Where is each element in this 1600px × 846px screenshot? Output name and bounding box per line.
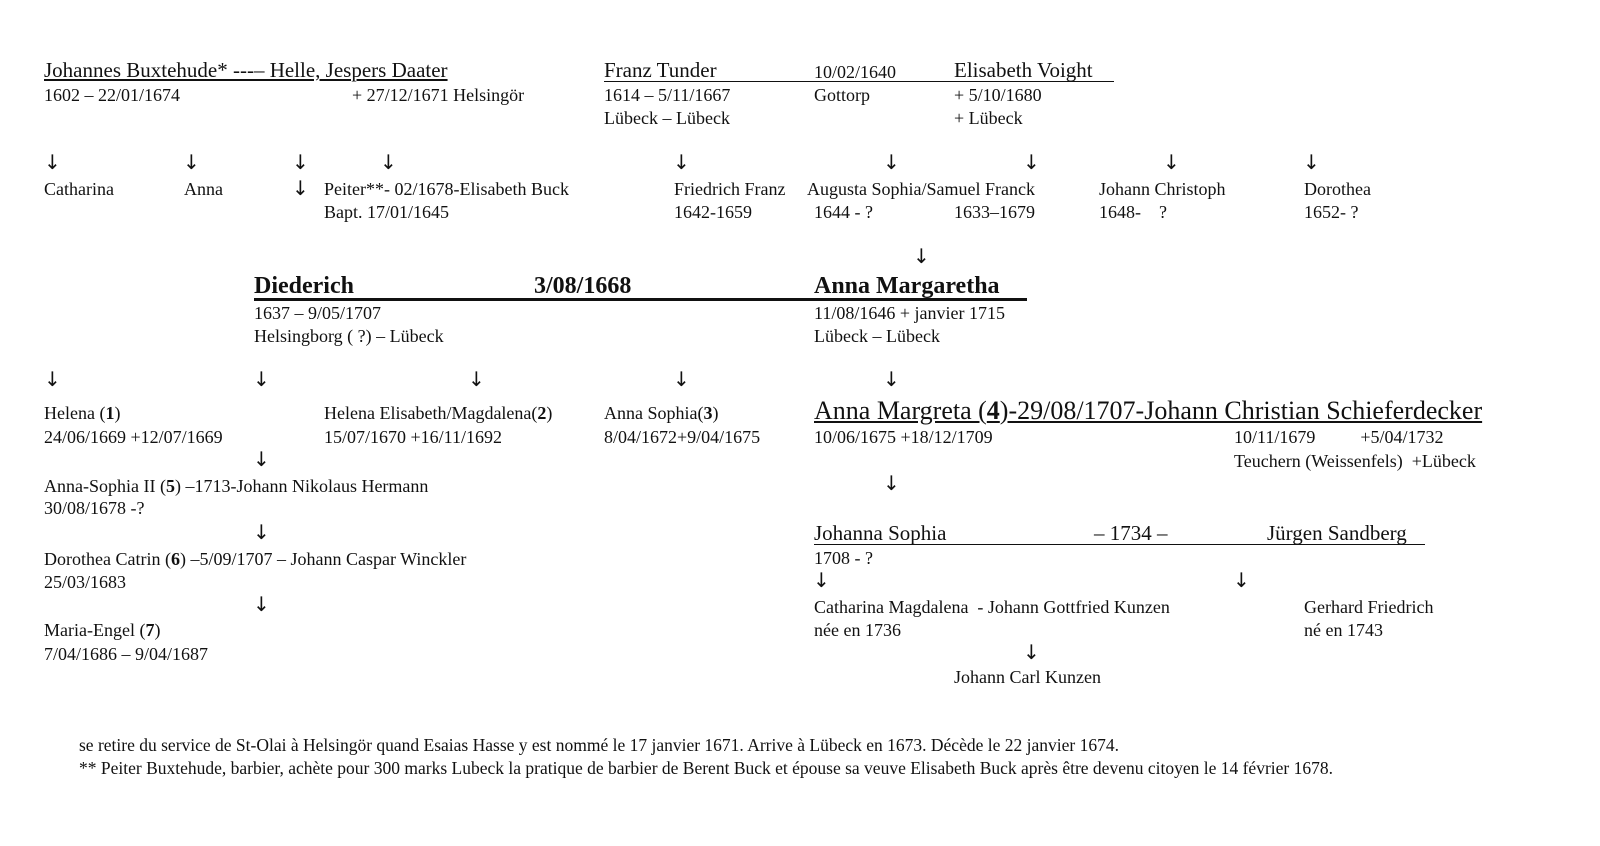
catharina-magdalena-born: née en 1736	[814, 620, 901, 640]
augusta-sophia-name: Augusta Sophia/Samuel Franck	[807, 179, 1035, 199]
franz-marriage-place: Gottorp	[814, 85, 870, 105]
anna-sophia-2-name: Anna-Sophia II (5) –1713-Johann Nikolaus Hermann	[44, 476, 429, 496]
maria-engel-dates: 7/04/1686 – 9/04/1687	[44, 644, 209, 664]
arrow-down-icon: ↓	[1023, 640, 1040, 664]
marriage-date: 3/08/1668	[534, 273, 632, 299]
helena-name: Helena (1)	[44, 403, 121, 423]
maria-engel-name: Maria-Engel (7)	[44, 620, 161, 640]
arrow-down-icon: ↓	[673, 367, 690, 391]
arrow-down-icon: ↓	[292, 176, 309, 200]
franz-marriage-date: 10/02/1640	[814, 62, 897, 82]
helle-death: + 27/12/1671 Helsingör	[352, 85, 525, 105]
diederich-dates: 1637 – 9/05/1707	[254, 303, 382, 323]
diederich-name: Diederich	[254, 273, 354, 299]
arrow-down-icon: ↓	[813, 568, 830, 592]
friedrich-franz-name: Friedrich Franz	[674, 179, 786, 199]
elisabeth-voight-place: + Lübeck	[954, 108, 1023, 128]
helena-dates: 24/06/1669 +12/07/1669	[44, 427, 223, 447]
arrow-down-icon: ↓	[292, 150, 309, 174]
anna-margaretha-places: Lübeck – Lübeck	[814, 326, 940, 346]
franz-tunder-places: Lübeck – Lübeck	[604, 108, 730, 128]
dorothea-dates: 1652- ?	[1304, 202, 1359, 222]
anna-margreta-dates: 10/06/1675 +18/12/1709	[814, 427, 993, 447]
arrow-down-icon: ↓	[183, 150, 200, 174]
schieferdecker-dates: 10/11/1679 +5/04/1732	[1234, 427, 1444, 447]
anna: Anna	[184, 179, 223, 199]
franz-tunder-name: Franz Tunder	[604, 58, 717, 82]
arrow-down-icon: ↓	[44, 150, 61, 174]
helena-elisabeth-dates: 15/07/1670 +16/11/1692	[324, 427, 502, 447]
anna-margaretha-name: Anna Margaretha	[814, 273, 1000, 299]
arrow-down-icon: ↓	[253, 592, 270, 616]
johanna-marriage-date: – 1734 –	[1094, 521, 1168, 545]
diederich-places: Helsingborg ( ?) – Lübeck	[254, 326, 444, 346]
arrow-down-icon: ↓	[380, 150, 397, 174]
arrow-down-icon: ↓	[883, 367, 900, 391]
schieferdecker-places: Teuchern (Weissenfels) +Lübeck	[1234, 451, 1476, 471]
gerhard-friedrich-name: Gerhard Friedrich	[1304, 597, 1434, 617]
arrow-down-icon: ↓	[253, 367, 270, 391]
anna-sophia-2-dates: 30/08/1678 -?	[44, 498, 145, 518]
arrow-down-icon: ↓	[253, 447, 270, 471]
peiter-name: Peiter**- 02/1678-Elisabeth Buck	[324, 179, 569, 199]
elisabeth-voight-death: + 5/10/1680	[954, 85, 1042, 105]
arrow-down-icon: ↓	[883, 471, 900, 495]
footnote-1: se retire du service de St-Olai à Helsingör quand Esaias Hasse y est nommé le 17 janvier 1671. Arrive à Lübeck en 1673. Décède le 22 janvier 1674.	[79, 735, 1119, 755]
johanna-marriage-line	[814, 544, 1425, 545]
catharina: Catharina	[44, 179, 114, 199]
johanna-sophia-dates: 1708 - ?	[814, 548, 873, 568]
johann-christoph-dates: 1648- ?	[1099, 202, 1167, 222]
helena-elisabeth-name: Helena Elisabeth/Magdalena(2)	[324, 403, 553, 423]
arrow-down-icon: ↓	[468, 367, 485, 391]
dorothea-catrin-dates: 25/03/1683	[44, 572, 127, 592]
jurgen-sandberg-name: Jürgen Sandberg	[1267, 521, 1407, 545]
arrow-down-icon: ↓	[673, 150, 690, 174]
arrow-down-icon: ↓	[913, 244, 930, 268]
catharina-magdalena-name: Catharina Magdalena - Johann Gottfried Kunzen	[814, 597, 1170, 617]
elisabeth-voight-name: Elisabeth Voight	[954, 58, 1093, 82]
anna-margaretha-dates: 11/08/1646 + janvier 1715	[814, 303, 1005, 323]
arrow-down-icon: ↓	[1163, 150, 1180, 174]
footnote-2: ** Peiter Buxtehude, barbier, achète pour 300 marks Lubeck la pratique de barbier de Berent Buck et épouse sa veuve Elisabeth Buck après être devenu citoyen le 14 février 1678.	[79, 758, 1333, 778]
arrow-down-icon: ↓	[44, 367, 61, 391]
arrow-down-icon: ↓	[883, 150, 900, 174]
arrow-down-icon: ↓	[1303, 150, 1320, 174]
johann-christoph-name: Johann Christoph	[1099, 179, 1226, 199]
anna-sophia-dates: 8/04/1672+9/04/1675	[604, 427, 761, 447]
dorothea-catrin-name: Dorothea Catrin (6) –5/09/1707 – Johann Caspar Winckler	[44, 549, 467, 569]
main-marriage-line	[254, 298, 1027, 301]
johanna-sophia-name: Johanna Sophia	[814, 521, 947, 545]
arrow-down-icon: ↓	[253, 520, 270, 544]
arrow-down-icon: ↓	[1023, 150, 1040, 174]
johann-carl-kunzen: Johann Carl Kunzen	[954, 667, 1101, 687]
anna-margreta-name: Anna Margreta (4)-29/08/1707-Johann Christian Schieferdecker	[814, 396, 1483, 425]
samuel-franck-dates: 1633–1679	[954, 202, 1035, 222]
arrow-down-icon: ↓	[1233, 568, 1250, 592]
johannes-buxtehude-name: Johannes Buxtehude* ---– Helle, Jespers Daater	[44, 58, 448, 82]
anna-sophia-name: Anna Sophia(3)	[604, 403, 719, 423]
dorothea-name: Dorothea	[1304, 179, 1371, 199]
friedrich-franz-dates: 1642-1659	[674, 202, 752, 222]
augusta-sophia-dates: 1644 - ?	[814, 202, 873, 222]
johannes-buxtehude-dates: 1602 – 22/01/1674	[44, 85, 181, 105]
gerhard-friedrich-born: né en 1743	[1304, 620, 1383, 640]
franz-tunder-dates: 1614 – 5/11/1667	[604, 85, 731, 105]
peiter-bapt: Bapt. 17/01/1645	[324, 202, 449, 222]
